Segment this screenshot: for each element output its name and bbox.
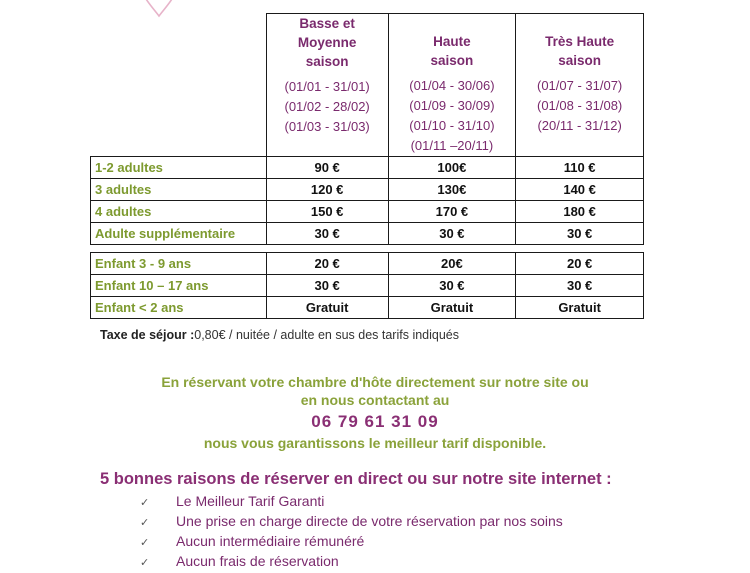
date-range: (01/09 - 30/09) [409, 98, 495, 113]
table-row [91, 179, 644, 201]
table-row [91, 223, 644, 245]
season-basse-moyenne [266, 14, 388, 157]
table-row [91, 253, 644, 275]
list-item [140, 551, 563, 571]
check-icon: ✓ [140, 537, 150, 549]
price-cell: 120 € [266, 179, 388, 201]
date-range: (01/01 - 31/01) [284, 79, 370, 94]
row-label: Enfant < 2 ans [91, 297, 267, 319]
date-range: (01/11 –20/11) [410, 138, 494, 153]
promo-line: En réservant votre chambre d'hôte directement sur notre site ou [161, 374, 589, 390]
season-haute [388, 14, 516, 157]
check-icon: ✓ [140, 557, 150, 569]
price-cell: 100€ [388, 157, 516, 179]
reasons-title: 5 bonnes raisons de réserver en direct ou sur notre site internet : [100, 470, 612, 488]
header-blank-cell [91, 14, 267, 157]
price-cell: 30 € [388, 275, 516, 297]
row-label: 3 adultes [91, 179, 267, 201]
check-icon: ✓ [140, 517, 150, 529]
season-dates [271, 77, 384, 137]
reason-text: Aucun frais de réservation [176, 553, 339, 569]
price-cell: Gratuit [266, 297, 388, 319]
reason-text: Aucun intermédiaire rémunéré [176, 533, 365, 549]
tourist-tax-note [100, 328, 459, 342]
season-dates [393, 76, 512, 156]
direct-booking-promo [0, 373, 750, 409]
price-cell: 30 € [516, 223, 644, 245]
price-cell: Gratuit [516, 297, 644, 319]
table-row [91, 201, 644, 223]
reasons-list [140, 491, 563, 571]
list-item [140, 531, 563, 551]
date-range: (01/04 - 30/06) [409, 78, 495, 93]
date-range: (01/02 - 28/02) [284, 99, 370, 114]
reason-text: Une prise en charge directe de votre réservation par nos soins [176, 513, 563, 529]
row-label: 1-2 adultes [91, 157, 267, 179]
season-header-row [91, 14, 644, 157]
table-row [91, 297, 644, 319]
date-range: (01/07 - 31/07) [536, 78, 623, 93]
tax-label: Taxe de séjour : [100, 328, 195, 342]
season-name-line: Basse et [299, 16, 355, 31]
tax-text: 0,80€ / nuitée / adulte en sus des tarifs indiqués [194, 328, 460, 342]
list-item [140, 511, 563, 531]
season-name-line: saison [430, 53, 474, 68]
row-label: Enfant 10 – 17 ans [91, 275, 267, 297]
season-name-line: Moyenne [297, 35, 357, 50]
best-rate-guarantee: nous vous garantissons le meilleur tarif disponible. [203, 435, 547, 451]
list-item [140, 491, 563, 511]
row-label: Adulte supplémentaire [91, 223, 267, 245]
date-range: (01/10 - 31/10) [409, 118, 495, 133]
row-label: Enfant 3 - 9 ans [91, 253, 267, 275]
price-cell: 110 € [516, 157, 644, 179]
season-name-line: Haute [433, 34, 471, 49]
price-cell: 140 € [516, 179, 644, 201]
season-tres-haute [516, 14, 644, 157]
season-name-line: saison [305, 54, 349, 69]
phone-number[interactable]: 06 79 61 31 09 [311, 412, 439, 431]
price-cell: 30 € [266, 223, 388, 245]
price-cell: 20 € [516, 253, 644, 275]
season-dates [520, 76, 639, 136]
price-cell: 30 € [516, 275, 644, 297]
season-name-line: saison [558, 53, 602, 68]
price-cell: 20€ [388, 253, 516, 275]
date-range: (20/11 - 31/12) [537, 118, 622, 133]
date-range: (01/03 - 31/03) [284, 119, 370, 134]
table-spacer [91, 245, 644, 253]
price-cell: 30 € [388, 223, 516, 245]
price-cell: 20 € [266, 253, 388, 275]
table-row [91, 157, 644, 179]
table-row [91, 275, 644, 297]
date-range: (01/08 - 31/08) [536, 98, 623, 113]
price-cell: 30 € [266, 275, 388, 297]
price-cell: 150 € [266, 201, 388, 223]
reason-text: Le Meilleur Tarif Garanti [176, 493, 325, 509]
price-cell: 90 € [266, 157, 388, 179]
price-cell: 130€ [388, 179, 516, 201]
price-cell: 180 € [516, 201, 644, 223]
price-cell: 170 € [388, 201, 516, 223]
row-label: 4 adultes [91, 201, 267, 223]
tariff-table [90, 13, 644, 319]
promo-line: en nous contactant au [300, 392, 450, 408]
price-cell: Gratuit [388, 297, 516, 319]
season-name-line: Très Haute [545, 34, 615, 49]
check-icon: ✓ [140, 497, 150, 509]
